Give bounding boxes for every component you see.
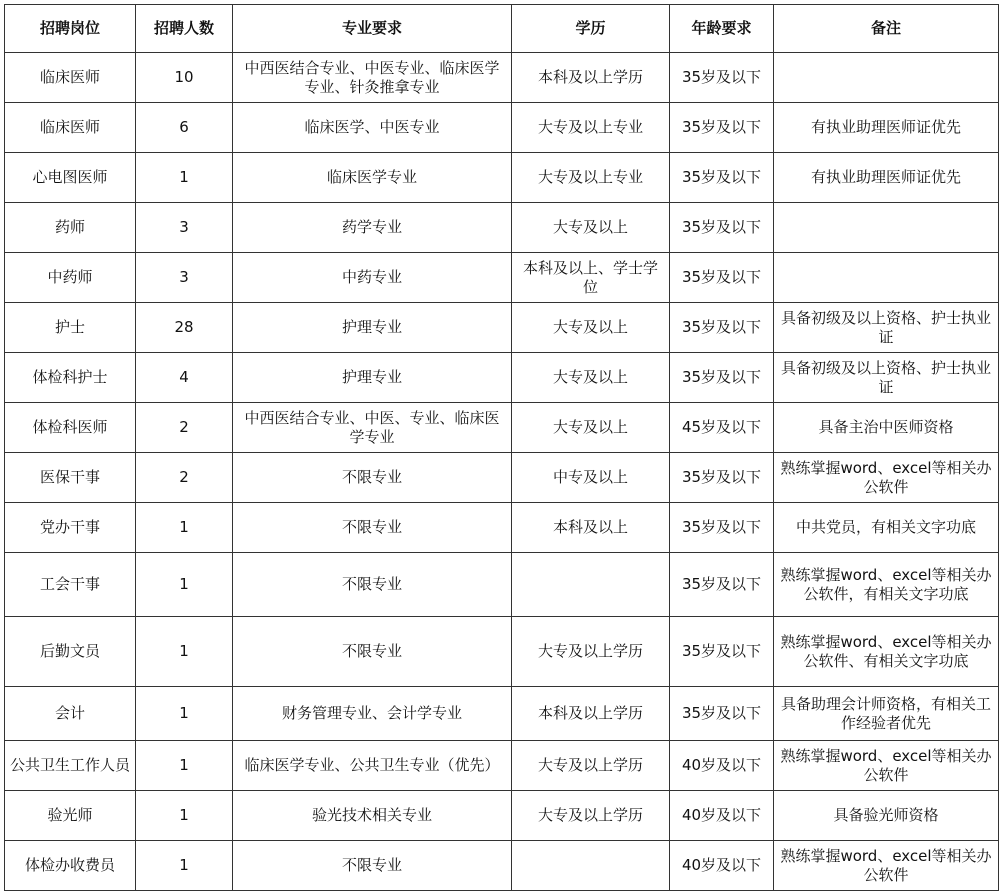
header-headcount: 招聘人数 [136,5,233,53]
cell-remarks: 熟练掌握word、excel等相关办公软件 [774,741,999,791]
cell-education [512,553,670,617]
cell-education: 大专及以上 [512,303,670,353]
cell-age: 35岁及以下 [670,253,774,303]
cell-education: 本科及以上学历 [512,53,670,103]
cell-remarks: 具备助理会计师资格，有相关工作经验者优先 [774,687,999,741]
table-row [5,203,999,253]
cell-education: 本科及以上 [512,503,670,553]
cell-headcount: 1 [136,553,233,617]
cell-remarks [774,203,999,253]
cell-age: 45岁及以下 [670,403,774,453]
table-row [5,353,999,403]
cell-remarks: 熟练掌握word、excel等相关办公软件，有相关文字功底 [774,553,999,617]
cell-education: 大专及以上学历 [512,741,670,791]
cell-headcount: 1 [136,153,233,203]
table-row [5,153,999,203]
cell-headcount: 3 [136,203,233,253]
cell-education: 大专及以上学历 [512,617,670,687]
cell-position: 药师 [5,203,136,253]
cell-age: 40岁及以下 [670,791,774,841]
cell-headcount: 28 [136,303,233,353]
cell-position: 心电图医师 [5,153,136,203]
cell-remarks: 有执业助理医师证优先 [774,103,999,153]
table-row [5,103,999,153]
cell-major: 不限专业 [233,503,512,553]
cell-age: 35岁及以下 [670,203,774,253]
cell-major: 药学专业 [233,203,512,253]
cell-remarks [774,53,999,103]
cell-major: 不限专业 [233,617,512,687]
cell-headcount: 1 [136,741,233,791]
cell-headcount: 1 [136,503,233,553]
cell-education [512,841,670,891]
cell-major: 不限专业 [233,553,512,617]
cell-major: 中西医结合专业、中医专业、临床医学专业、针灸推拿专业 [233,53,512,103]
cell-age: 35岁及以下 [670,353,774,403]
cell-age: 35岁及以下 [670,553,774,617]
cell-education: 本科及以上、学士学位 [512,253,670,303]
cell-education: 中专及以上 [512,453,670,503]
cell-age: 35岁及以下 [670,453,774,503]
cell-position: 中药师 [5,253,136,303]
cell-age: 35岁及以下 [670,53,774,103]
cell-position: 验光师 [5,791,136,841]
cell-remarks: 具备初级及以上资格、护士执业证 [774,353,999,403]
cell-position: 党办干事 [5,503,136,553]
cell-headcount: 1 [136,791,233,841]
table-row [5,503,999,553]
header-position: 招聘岗位 [5,5,136,53]
cell-headcount: 2 [136,403,233,453]
cell-remarks [774,253,999,303]
table-row [5,53,999,103]
cell-remarks: 具备主治中医师资格 [774,403,999,453]
cell-headcount: 1 [136,841,233,891]
cell-education: 大专及以上学历 [512,791,670,841]
cell-headcount: 3 [136,253,233,303]
cell-age: 40岁及以下 [670,741,774,791]
table-row [5,253,999,303]
cell-headcount: 6 [136,103,233,153]
table-row [5,453,999,503]
cell-major: 中药专业 [233,253,512,303]
header-major: 专业要求 [233,5,512,53]
header-education: 学历 [512,5,670,53]
cell-position: 临床医师 [5,103,136,153]
table-header-row [5,5,999,53]
header-age: 年龄要求 [670,5,774,53]
table-row [5,687,999,741]
cell-major: 护理专业 [233,303,512,353]
cell-remarks: 具备验光师资格 [774,791,999,841]
cell-remarks: 中共党员，有相关文字功底 [774,503,999,553]
cell-age: 35岁及以下 [670,103,774,153]
cell-major: 临床医学、中医专业 [233,103,512,153]
table-row [5,841,999,891]
cell-position: 体检办收费员 [5,841,136,891]
cell-position: 护士 [5,303,136,353]
cell-education: 大专及以上专业 [512,153,670,203]
cell-headcount: 1 [136,687,233,741]
cell-age: 35岁及以下 [670,153,774,203]
cell-position: 体检科医师 [5,403,136,453]
cell-position: 工会干事 [5,553,136,617]
cell-remarks: 熟练掌握word、excel等相关办公软件 [774,453,999,503]
cell-age: 35岁及以下 [670,303,774,353]
table-row [5,791,999,841]
cell-major: 中西医结合专业、中医、专业、临床医学专业 [233,403,512,453]
cell-major: 不限专业 [233,453,512,503]
cell-position: 医保干事 [5,453,136,503]
table-row [5,403,999,453]
cell-education: 大专及以上专业 [512,103,670,153]
cell-headcount: 1 [136,617,233,687]
cell-age: 35岁及以下 [670,503,774,553]
table-row [5,617,999,687]
cell-headcount: 10 [136,53,233,103]
cell-education: 大专及以上 [512,203,670,253]
cell-major: 验光技术相关专业 [233,791,512,841]
cell-remarks: 熟练掌握word、excel等相关办公软件、有相关文字功底 [774,617,999,687]
cell-age: 35岁及以下 [670,617,774,687]
cell-position: 体检科护士 [5,353,136,403]
cell-position: 临床医师 [5,53,136,103]
cell-education: 大专及以上 [512,353,670,403]
cell-headcount: 2 [136,453,233,503]
recruitment-table [4,4,999,891]
cell-remarks: 有执业助理医师证优先 [774,153,999,203]
cell-position: 公共卫生工作人员 [5,741,136,791]
cell-major: 临床医学专业、公共卫生专业（优先） [233,741,512,791]
cell-position: 会计 [5,687,136,741]
cell-major: 不限专业 [233,841,512,891]
cell-major: 临床医学专业 [233,153,512,203]
header-remarks: 备注 [774,5,999,53]
cell-headcount: 4 [136,353,233,403]
cell-remarks: 熟练掌握word、excel等相关办公软件 [774,841,999,891]
cell-major: 护理专业 [233,353,512,403]
cell-education: 大专及以上 [512,403,670,453]
table-row [5,741,999,791]
cell-age: 35岁及以下 [670,687,774,741]
cell-age: 40岁及以下 [670,841,774,891]
table-row [5,553,999,617]
table-row [5,303,999,353]
cell-major: 财务管理专业、会计学专业 [233,687,512,741]
cell-education: 本科及以上学历 [512,687,670,741]
cell-remarks: 具备初级及以上资格、护士执业证 [774,303,999,353]
cell-position: 后勤文员 [5,617,136,687]
